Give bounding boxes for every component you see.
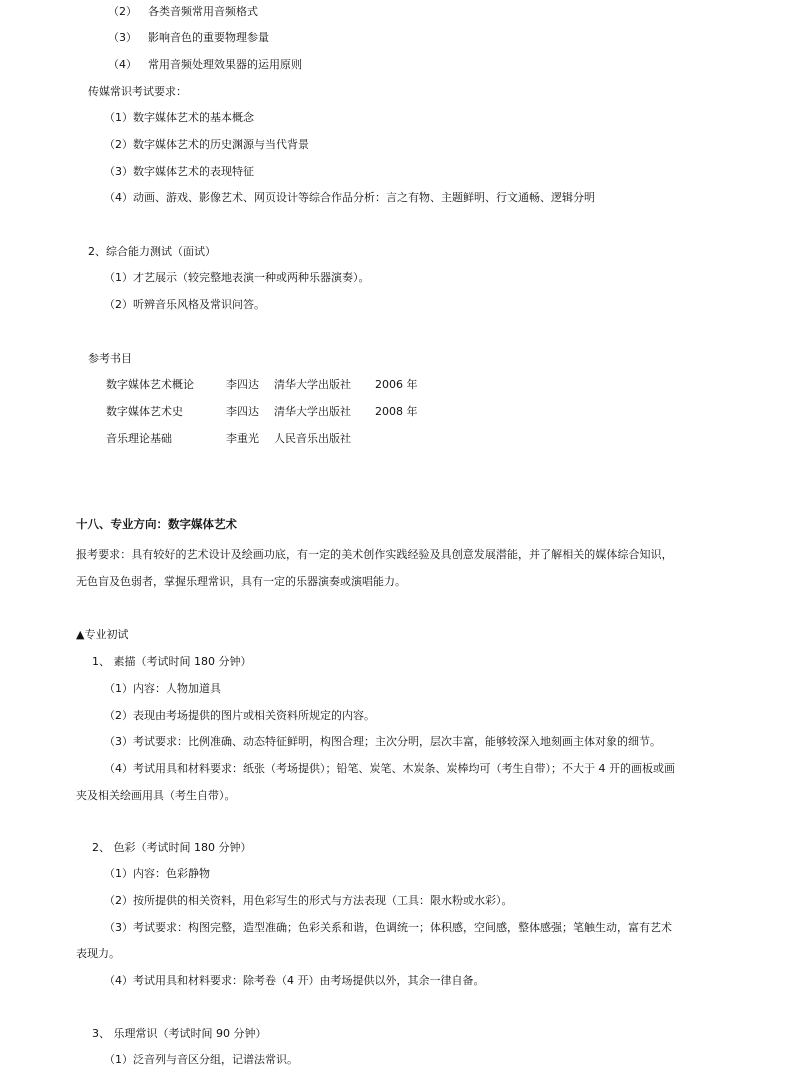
book-year: 2008 年	[375, 405, 418, 418]
book-title: 数字媒体艺术概论	[106, 378, 194, 391]
books-heading: 参考书目	[88, 352, 132, 365]
list-item: （2）表现由考场提供的图片或相关资料所规定的内容。	[104, 709, 375, 722]
list-item: （4）动画、游戏、影像艺术、网页设计等综合作品分析：言之有物、主题鲜明、行文通畅、逻辑分明	[104, 191, 595, 204]
color-heading: 2、 色彩（考试时间 180 分钟）	[92, 841, 252, 854]
sketch-heading: 1、 素描（考试时间 180 分钟）	[92, 655, 252, 668]
section-title: 十八、专业方向：数字媒体艺术	[76, 517, 237, 531]
prelim-heading: ▲专业初试	[76, 628, 129, 641]
book-title: 数字媒体艺术史	[106, 405, 183, 418]
list-item: （4）考试用具和材料要求：除考卷（4 开）由考场提供以外，其余一律自备。	[104, 974, 485, 987]
theory-heading: 3、 乐理常识（考试时间 90 分钟）	[92, 1027, 267, 1040]
book-publisher: 清华大学出版社	[274, 378, 351, 391]
interview-heading: 2、综合能力测试（面试）	[88, 245, 216, 258]
book-publisher: 清华大学出版社	[274, 405, 351, 418]
list-item: （2）按所提供的相关资料，用色彩写生的形式与方法表现（工具：限水粉或水彩）。	[104, 894, 513, 907]
book-author: 李重光	[226, 432, 259, 445]
list-item-continuation: 夹及相关绘画用具（考生自带）。	[76, 789, 236, 802]
list-item: （4）考试用具和材料要求：纸张（考场提供）；铅笔、炭笔、木炭条、炭棒均可（考生自带）；不大于 4 开的画板或画	[104, 762, 675, 775]
list-item: （1）内容：色彩静物	[104, 867, 210, 880]
list-item: （1）才艺展示（较完整地表演一种或两种乐器演奏）。	[104, 271, 370, 284]
list-item: （3） 影响音色的重要物理参量	[108, 31, 269, 44]
list-item: （3）考试要求：比例准确、动态特征鲜明，构图合理；主次分明，层次丰富，能够较深入地刻画主体对象的细节。	[104, 735, 661, 748]
book-year: 2006 年	[375, 378, 418, 391]
book-author: 李四达	[226, 405, 259, 418]
requirement-text: 无色盲及色弱者，掌握乐理常识，具有一定的乐器演奏或演唱能力。	[76, 575, 406, 588]
list-item: （1）数字媒体艺术的基本概念	[104, 111, 254, 124]
list-item: （3）数字媒体艺术的表现特征	[104, 165, 254, 178]
book-author: 李四达	[226, 378, 259, 391]
list-item: （2） 各类音频常用音频格式	[108, 5, 258, 18]
list-item: （2）数字媒体艺术的历史渊源与当代背景	[104, 138, 309, 151]
media-heading: 传媒常识考试要求：	[88, 85, 187, 98]
book-title: 音乐理论基础	[106, 432, 172, 445]
list-item: （1）泛音列与音区分组，记谱法常识。	[104, 1053, 298, 1066]
list-item-continuation: 表现力。	[76, 947, 120, 960]
list-item: （3）考试要求：构图完整，造型准确；色彩关系和谐，色调统一；体积感，空间感，整体感强；笔触生动，富有艺术	[104, 921, 672, 934]
list-item: （2）听辨音乐风格及常识问答。	[104, 298, 265, 311]
book-publisher: 人民音乐出版社	[274, 432, 351, 445]
requirement-text: 报考要求：具有较好的艺术设计及绘画功底，有一定的美术创作实践经验及具创意发展潜能，并了解相关的媒体综合知识，	[76, 548, 673, 561]
list-item: （4） 常用音频处理效果器的运用原则	[108, 58, 302, 71]
list-item: （1）内容：人物加道具	[104, 682, 221, 695]
